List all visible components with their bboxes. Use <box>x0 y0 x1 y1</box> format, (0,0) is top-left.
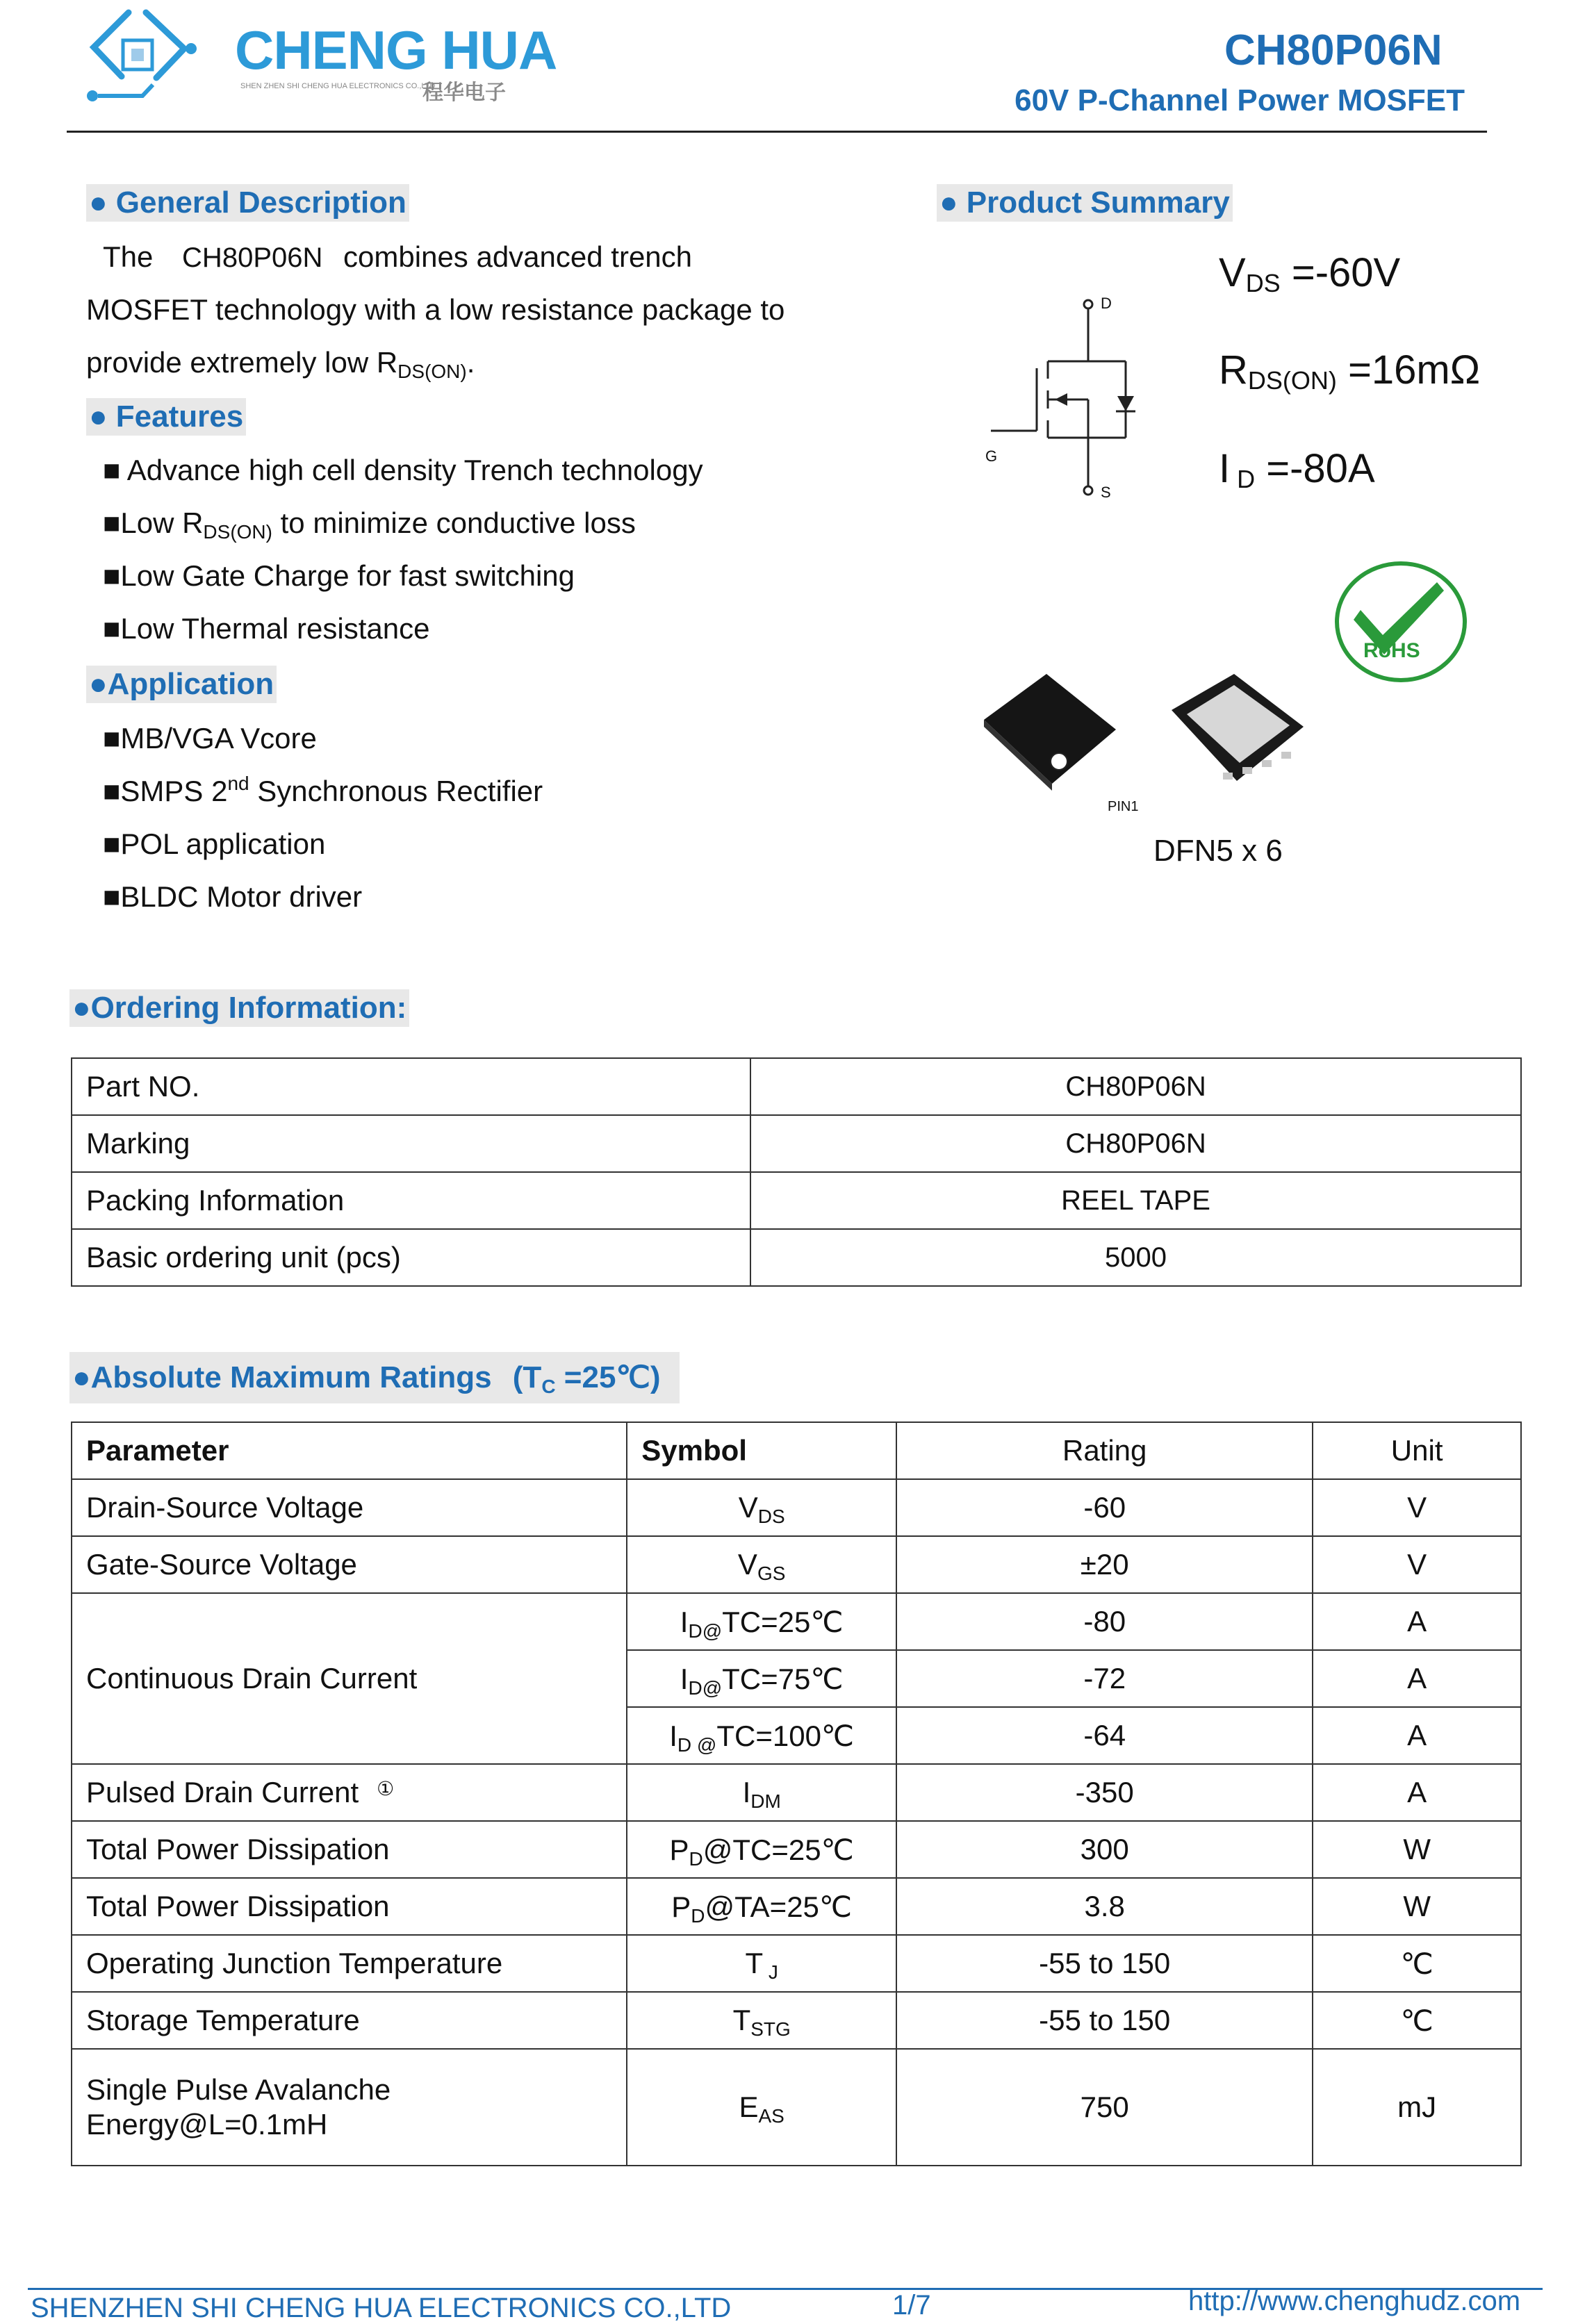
symbol-cell: $V_{DS}$ <box>627 1479 896 1536</box>
ordering-value: 5000 <box>750 1229 1521 1286</box>
rating-cell: 750 <box>896 2049 1313 2166</box>
parameter-cell: Total Power Dissipation <box>72 1878 627 1935</box>
table-row <box>72 1058 1521 1115</box>
ordering-label: Packing Information <box>72 1172 750 1229</box>
symbol-cell: $I_{D @}TC=100℃$ <box>627 1707 896 1764</box>
rating-cell: -72 <box>896 1650 1313 1707</box>
table-row <box>72 1992 1521 2049</box>
footer-website-link[interactable]: http://www.chenghudz.com <box>1188 2286 1521 2316</box>
general-description-line3: provide extremely low $R_{DS(ON)}$. <box>86 346 475 382</box>
header-rule <box>67 131 1487 133</box>
unit-cell: W <box>1313 1821 1521 1878</box>
feature-item: ■ Advance high cell density Trench technology <box>103 454 703 486</box>
features-heading: ● Features <box>86 398 246 436</box>
symbol-cell: $I_{D@}TC=75℃$ <box>627 1650 896 1707</box>
rating-cell: -60 <box>896 1479 1313 1536</box>
pin1-label: PIN1 <box>1108 799 1139 814</box>
pin-label-s: S <box>1101 484 1111 501</box>
unit-cell: V <box>1313 1536 1521 1593</box>
part-number-title: CH80P06N <box>1224 26 1443 74</box>
table-row <box>72 1229 1521 1286</box>
footer-company: SHENZHEN SHI CHENG HUA ELECTRONICS CO.,LTD <box>31 2293 732 2323</box>
symbol-cell: $I_{DM}$ <box>627 1764 896 1821</box>
table-row <box>72 1821 1521 1878</box>
unit-cell: A <box>1313 1593 1521 1650</box>
ordering-value: CH80P06N <box>750 1115 1521 1172</box>
column-header: Rating <box>896 1422 1313 1479</box>
symbol-cell: $P_D@TC=25℃$ <box>627 1821 896 1878</box>
symbol-cell: $V_{GS}$ <box>627 1536 896 1593</box>
parameter-cell: Storage Temperature <box>72 1992 627 2049</box>
rdson-spec: $R_{DS(ON)} =16m\Omega$ <box>1219 347 1481 395</box>
unit-cell: mJ <box>1313 2049 1521 2166</box>
id-spec: I $_D$ =-80A <box>1219 446 1375 493</box>
application-item: ■MB/VGA Vcore <box>103 722 317 755</box>
table-row <box>72 1536 1521 1593</box>
rating-cell: 3.8 <box>896 1878 1313 1935</box>
table-row <box>72 2049 1521 2166</box>
symbol-cell: $E_{AS}$ <box>627 2049 896 2166</box>
table-row <box>72 1172 1521 1229</box>
parameter-cell: Drain-Source Voltage <box>72 1479 627 1536</box>
column-header: Parameter <box>72 1422 627 1479</box>
table-row <box>72 1764 1521 1821</box>
ordering-value: CH80P06N <box>750 1058 1521 1115</box>
pin-label-d: D <box>1101 295 1112 312</box>
general-description-heading: ● General Description <box>86 184 409 222</box>
unit-cell: W <box>1313 1878 1521 1935</box>
application-item: ■POL application <box>103 827 326 860</box>
dfn-package-image <box>963 653 1352 820</box>
table-header-row <box>72 1422 1521 1479</box>
general-description-line1: The CH80P06N combines advanced trench <box>103 240 693 273</box>
brand-subtitle: SHEN ZHEN SHI CHENG HUA ELECTRONICS CO.,LTD <box>240 82 436 90</box>
vds-spec: $V_{DS} =-60V$ <box>1219 250 1401 297</box>
unit-cell: A <box>1313 1650 1521 1707</box>
column-header: Symbol <box>627 1422 896 1479</box>
symbol-cell: $P_D@TA=25℃$ <box>627 1878 896 1935</box>
ordering-label: Basic ordering unit (pcs) <box>72 1229 750 1286</box>
unit-cell: ℃ <box>1313 1992 1521 2049</box>
unit-cell: A <box>1313 1764 1521 1821</box>
table-row <box>72 1878 1521 1935</box>
application-item: ■BLDC Motor driver <box>103 880 363 913</box>
ordering-value: REEL TAPE <box>750 1172 1521 1229</box>
table-row <box>72 1479 1521 1536</box>
absolute-maximum-ratings-table <box>71 1421 1522 2166</box>
company-logo <box>80 7 212 111</box>
application-item: ■SMPS 2nd Synchronous Rectifier <box>103 773 543 807</box>
symbol-cell: $I_{D@}TC=25℃$ <box>627 1593 896 1650</box>
pin-label-g: G <box>985 447 998 465</box>
rating-cell: -80 <box>896 1593 1313 1650</box>
rating-cell: 300 <box>896 1821 1313 1878</box>
parameter-cell: Total Power Dissipation <box>72 1821 627 1878</box>
feature-item: ■Low Thermal resistance <box>103 612 430 645</box>
rating-cell: -55 to 150 <box>896 1992 1313 2049</box>
product-summary-heading: ● Product Summary <box>937 184 1233 222</box>
ordering-information-table <box>71 1057 1522 1287</box>
column-header: Unit <box>1313 1422 1521 1479</box>
ordering-label: Marking <box>72 1115 750 1172</box>
application-heading: ●Application <box>86 666 277 703</box>
symbol-cell: $T_{STG}$ <box>627 1992 896 2049</box>
table-row <box>72 1593 1521 1650</box>
absolute-maximum-ratings-heading: ●Absolute Maximum Ratings ($T_C$ =25℃) <box>69 1352 680 1403</box>
rating-cell: -55 to 150 <box>896 1935 1313 1992</box>
mosfet-symbol-diagram <box>980 292 1140 500</box>
parameter-cell: Single Pulse Avalanche Energy@L=0.1mH <box>72 2049 627 2166</box>
unit-cell: V <box>1313 1479 1521 1536</box>
brand-chinese: 程华电子 <box>422 81 506 104</box>
ordering-label: Part NO. <box>72 1058 750 1115</box>
ordering-information-heading: ●Ordering Information: <box>69 989 409 1027</box>
rating-cell: -64 <box>896 1707 1313 1764</box>
unit-cell: ℃ <box>1313 1935 1521 1992</box>
footer-page-number: 1/7 <box>892 2290 931 2321</box>
parameter-cell: Pulsed Drain Current ① <box>72 1764 627 1821</box>
feature-item: ■Low Gate Charge for fast switching <box>103 559 575 592</box>
rating-cell: ±20 <box>896 1536 1313 1593</box>
rohs-badge <box>1333 560 1469 684</box>
device-subtitle: 60V P-Channel Power MOSFET <box>1014 83 1465 117</box>
parameter-cell: Operating Junction Temperature <box>72 1935 627 1992</box>
unit-cell: A <box>1313 1707 1521 1764</box>
parameter-cell: Gate-Source Voltage <box>72 1536 627 1593</box>
rating-cell: -350 <box>896 1764 1313 1821</box>
feature-item: ■Low $R_{DS(ON)}$ to minimize conductive loss <box>103 506 636 543</box>
table-row <box>72 1935 1521 1992</box>
rohs-label: RoHS <box>1363 639 1420 662</box>
table-row <box>72 1115 1521 1172</box>
brand-name: CHENG HUA <box>235 19 557 81</box>
package-name: DFN5 x 6 <box>1153 834 1283 868</box>
parameter-cell: Continuous Drain Current <box>72 1593 627 1764</box>
general-description-line2: MOSFET technology with a low resistance package to <box>86 293 785 326</box>
symbol-cell: T $_J$ <box>627 1935 896 1992</box>
